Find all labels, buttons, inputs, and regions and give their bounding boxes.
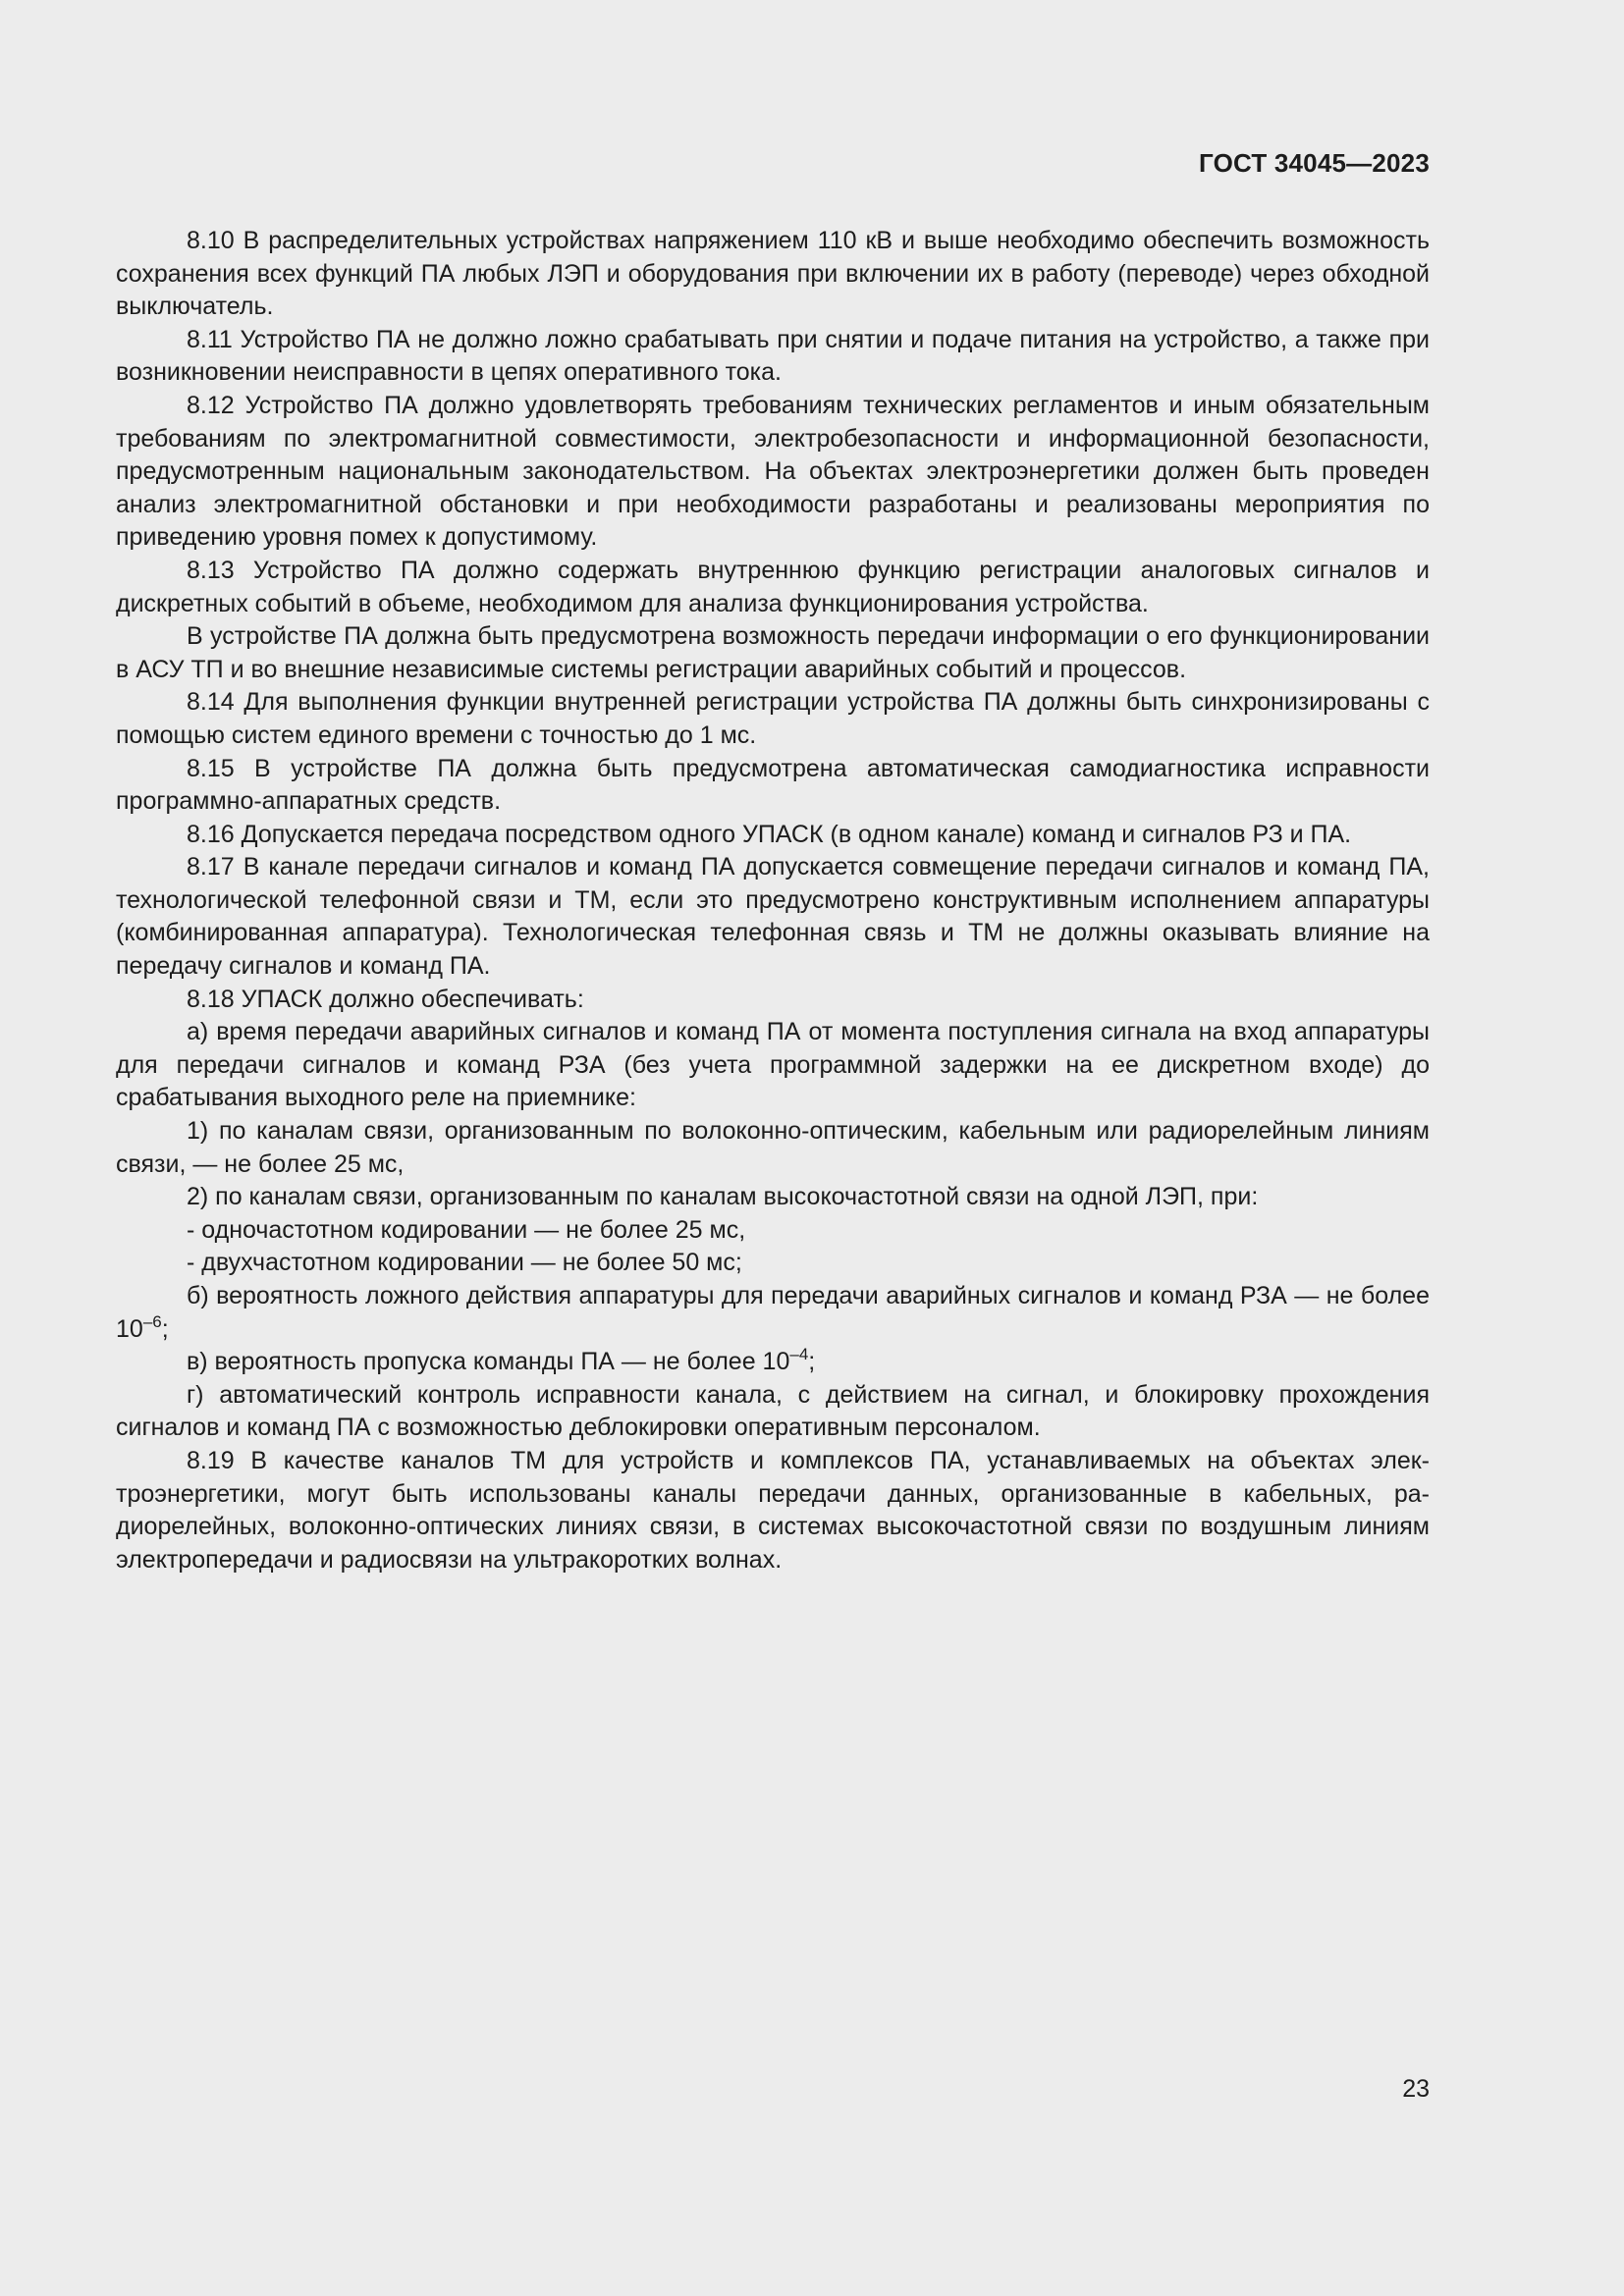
paragraph-8-18-item-a-2-single: - одночастотном кодировании — не более 25 мс, bbox=[187, 1215, 746, 1244]
item-b-exponent: –6 bbox=[142, 1311, 162, 1331]
paragraph-8-19: 8.19 В качестве каналов ТМ для устройств и комплексов ПА, устанавливаемых на объектах электроэнергетики, могут быть использованы каналы передачи данных, организованные в кабельных, радиорелейных, волоконно-оптических линиях связи, в системах высокочастотной связи по воздушным линиям электропередачи и радиосвязи на ультракоротких волнах. bbox=[116, 1446, 1430, 1574]
paragraph-8-11: 8.11 Устройство ПА не должно ложно срабатывать при снятии и подаче питания на устройство, а также при возникновении неисправности в цепях оперативного тока. bbox=[116, 325, 1430, 387]
paragraph-8-16: 8.16 Допускается передача посредством одного УПАСК (в одном канале) команд и сигналов РЗ и ПА. bbox=[187, 820, 1352, 848]
paragraph-8-18-item-a-1: 1) по каналам связи, организованным по волоконно-оптическим, кабельным или радиорелейным линиям связи, — не более 25 мс, bbox=[116, 1117, 1430, 1178]
paragraph-8-14: 8.14 Для выполнения функции внутренней регистрации устройства ПА должны быть синхронизированы с помощью систем единого времени с точностью до 1 мс. bbox=[116, 688, 1430, 749]
paragraph-8-18-item-a-2-dual: - двухчастотном кодировании — не более 50 мс; bbox=[187, 1249, 742, 1277]
paragraph-8-13-continued: В устройстве ПА должна быть предусмотрена возможность передачи информации о его функционировании в АСУ ТП и во внешние независимые системы регистрации аварийных событий и процессов. bbox=[116, 622, 1430, 683]
item-v-exponent: –4 bbox=[789, 1345, 809, 1364]
paragraph-8-18-item-a-2: 2) по каналам связи, организованным по каналам высокочастотной связи на одной ЛЭП, при: bbox=[187, 1183, 1259, 1211]
paragraph-8-18-item-g: г) автоматический контроль исправности канала, с действием на сигнал, и блокировку прохождения сигналов и команд ПА с возможностью деблокировки оперативным персоналом. bbox=[116, 1380, 1430, 1442]
document-header: ГОСТ 34045—2023 bbox=[1199, 148, 1430, 178]
paragraph-8-18-item-v bbox=[116, 1346, 1430, 1379]
paragraph-8-12: 8.12 Устройство ПА должно удовлетворять требованиям технических регламентов и иным обязательным требованиям по электромагнитной совместимости, электробезопасности и информационной безопасности, предусмотренным национальным законодательством. На объектах электроэнергетики должен быть проведен анализ электромагнитной обстановки и при необходимости разработаны и реализованы мероприятия по приведению уровня помех к допустимому. bbox=[116, 391, 1430, 552]
paragraph-8-10: 8.10 В распределительных устройствах напряжением 110 кВ и выше необходимо обеспечить возможность сохранения всех функций ПА любых ЛЭП и оборудования при включении их в работу (переводе) через обходной выключатель. bbox=[116, 227, 1430, 321]
paragraph-8-13: 8.13 Устройство ПА должно содержать внутреннюю функцию регистрации аналоговых сигналов и дискретных событий в объеме, необходимом для анализа функционирования устройства. bbox=[116, 556, 1430, 617]
item-b-tail: ; bbox=[161, 1314, 169, 1343]
item-v-tail: ; bbox=[808, 1348, 816, 1376]
document-body bbox=[116, 225, 1430, 1576]
page-number: 23 bbox=[1402, 2075, 1430, 2103]
item-v-text: в) вероятность пропуска команды ПА — не более 10 bbox=[187, 1348, 790, 1376]
paragraph-8-18-item-b bbox=[116, 1280, 1430, 1346]
paragraph-8-15: 8.15 В устройстве ПА должна быть предусмотрена автоматическая самодиагностика исправности программно-аппаратных средств. bbox=[116, 754, 1430, 816]
paragraph-8-18: 8.18 УПАСК должно обеспечивать: bbox=[187, 985, 584, 1013]
item-b-text: б) вероятность ложного действия аппаратуры для передачи аварийных сигналов и команд РЗА — не более 10 bbox=[116, 1282, 1430, 1343]
paragraph-8-17: 8.17 В канале передачи сигналов и команд ПА допускается совмещение передачи сигналов и команд ПА, технологической телефонной связи и ТМ, если это предусмотрено конструктивным исполнением аппаратуры (комбинированная аппаратура). Технологическая телефонная связь и ТМ не должны оказывать влияние на передачу сигналов и команд ПА. bbox=[116, 853, 1430, 981]
paragraph-8-18-item-a: а) время передачи аварийных сигналов и команд ПА от момента поступления сигнала на вход аппаратуры для передачи сигналов и команд РЗА (без учета программной задержки на ее дискретном входе) до срабатывания выходного реле на приемнике: bbox=[116, 1018, 1430, 1112]
